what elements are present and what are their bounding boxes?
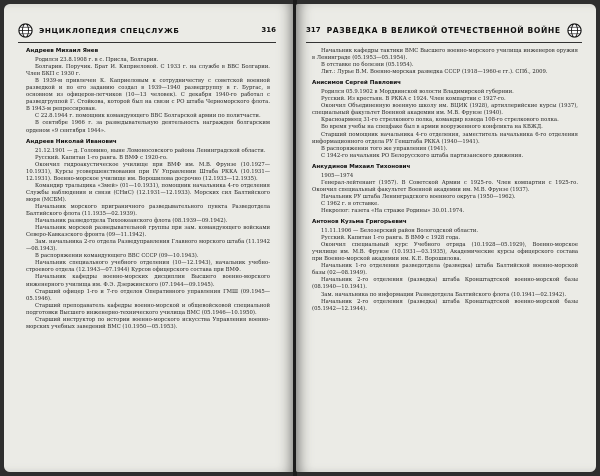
- entry-paragraph: Некролог: газета «На страже Родины» 30.01.1974.: [321, 207, 465, 214]
- entry-paragraph: Начальник 2-го отделения (разведка) штаба Кронштадтской военно-морской базы (08.1940—10.1941).: [312, 277, 578, 291]
- right-header-rule: [306, 42, 582, 43]
- entry-paragraph: Начальник 2-го отделения (разведка) штаба Кронштадтской военно-морской базы (05.1942—12.1944).: [312, 298, 578, 312]
- entry-name: Анкудинов Михаил Тихонович: [312, 163, 411, 170]
- globe-icon: [18, 23, 33, 38]
- entry-paragraph: С 22.8.1944 г. помощник командующего ВВС Болгарской армии по политчасти.: [35, 113, 261, 120]
- entry-paragraph: Генерал-лейтенант (1957). В Советской Армии с 1925-го. Член компартии с 1925-го. Окончил специальный факультет Военной академии им. М.В. Фрунзе (1937).: [312, 179, 578, 193]
- entry-paragraph: Зам. начальника 2-го отдела Разведуправления Главного морского штаба (11.1942—08.1943).: [26, 239, 270, 253]
- entry-paragraph: 11.11.1906 — Белозерский район Вологодской области.: [321, 228, 479, 235]
- entry-name: Антонов Кузьма Григорьевич: [312, 219, 407, 226]
- entry-paragraph: В отставке по болезни (05.1954).: [321, 62, 414, 69]
- entry-paragraph: Начальник 1-го отделения разведотдела (разведка) штаба Балтийской военно-морской базы (02—08.1949).: [312, 263, 578, 277]
- entry-paragraph: В распоряжении командующего ВВС СССР (09—10.1943).: [35, 253, 199, 260]
- right-page: [296, 4, 596, 472]
- entry-paragraph: Зам. начальника по информации Разведотдела Балтийского флота (10.1941—02.1942).: [321, 291, 566, 298]
- left-running-title: ЭНЦИКЛОПЕДИЯ СПЕЦСЛУЖБ: [39, 25, 180, 35]
- entry-name: Анисимов Сергей Павлович: [312, 80, 401, 87]
- entry-paragraph: Во время учебы на спецфаке был в армии вооруженного конфликта на КВЖД.: [321, 124, 543, 131]
- left-page: [4, 4, 294, 472]
- entry-paragraph: Красноармеец 31-го стрелкового полка, командир взвода 108-го стрелкового полка.: [321, 117, 559, 124]
- entry-paragraph: В сентябре 1966 г. за разведывательную деятельность награжден болгарским орденом «9 сентября 1944».: [26, 120, 270, 134]
- entry-paragraph: Начальник разведотдела Тихоокеанского флота (08.1939—09.1942).: [35, 218, 228, 225]
- entry-paragraph: Окончил специальный курс Учебного отряда (10.1928—05.1929), Военно-морское училище им. М.В. Фрунзе (10.1931—03.1935), Академические курсы офицерского состава при Военно-морской академии им. К.Е. Ворошилова.: [312, 242, 578, 263]
- entry-paragraph: В 1939-м привлечен К. Каприеловым к сотрудничеству с советской военной разведкой и по его заданию создал в 1939—1940 разведгруппу в г. Бургас, в основном из офицеров-летчиков (10—13 человек). С декабря 1940-го работал с разведгруппой Г. Стойкова, которой был на связи с РО штаба Черноморского флота. В 1943-м репрессирован.: [26, 78, 270, 113]
- entry-paragraph: Старший преподаватель кафедры военно-морской и общевойсковой специальной подготовки Высшего инженерно-технического училища ВМС (05.1946—10.1950).: [26, 302, 270, 316]
- right-page-header: [306, 20, 582, 40]
- left-page-header: [18, 20, 276, 40]
- entry-name: Андреев Николай Иванович: [26, 138, 117, 145]
- right-page-number: 317: [306, 26, 321, 34]
- entry-paragraph: Болгарин. Поручик. Брат И. Кяприеловой. С 1933 г. на службе в ВВС Болгарии. Член БКП с 1930 г.: [26, 64, 270, 78]
- right-page-text: [312, 48, 578, 313]
- left-page-text: [26, 48, 270, 331]
- entry-paragraph: 1905—1974: [321, 172, 354, 179]
- left-header-rule: [18, 42, 276, 43]
- entry-paragraph: Старший инструктор по истории военно-морского искусства Управления военно-морских учебных заведений ВМС (10.1950—05.1953).: [26, 316, 270, 330]
- entry-paragraph: 21.12.1901 — д. Головино, ныне Ломоносовского района Ленинградской области.: [35, 147, 266, 154]
- entry-paragraph: Старший помощник начальника 4-го отделения, заместитель начальника 6-го отделения информационного отдела РУ Генштаба РККА (1940—1941).: [312, 131, 578, 145]
- entry-paragraph: Русский. Из крестьян. В РККА с 1924. Член компартии с 1927-го.: [321, 96, 506, 103]
- entry-paragraph: Русский. Капитан 1-го ранга. В ВМФ с 1928 года.: [321, 235, 461, 242]
- entry-paragraph: Начальник морского приграничного разведывательного пункта Разведотдела Балтийского флота (11.1935—02.1939).: [26, 203, 270, 218]
- entry-paragraph: Окончил гидроакустическое училище при ВМФ им. М.В. Фрунзе (10.1927—10.1931), Курсы усовершенствования при IV Управлении Штаба РККА (10.1931—12.1931). Военно-морское училище им. Ворошилова досрочно (12.1933—12.1935).: [26, 161, 270, 182]
- entry-paragraph: Старший офицер 1-го и 7-го отделов Оперативного управления ГМШ (09.1945—05.1946).: [26, 288, 270, 302]
- entry-paragraph: Начальник морской разведывательной группы при зам. командующего войсками Северо-Кавказского фронта (09—11.1942).: [26, 225, 270, 239]
- left-page-number: 316: [261, 26, 276, 34]
- entry-paragraph: Русский. Капитан 1-го ранга. В ВМФ с 1920-го.: [35, 154, 168, 161]
- entry-name: Андреев Михаил Янев: [26, 48, 99, 54]
- entry-paragraph: Начальник кафедры тактики ВМС Высшего военно-морского училища инженеров оружия в Ленинграде (05.1953—05.1954).: [312, 48, 578, 62]
- entry-paragraph: В распоряжении того же управления (1941).: [321, 145, 448, 152]
- entry-paragraph: С 1942-го начальник РО Белорусского штаба партизанского движения.: [321, 152, 524, 159]
- entry-paragraph: Командир тральщика «Змей» (01—10.1931), помощник начальника 4-го отделения Службы наблюдения и связи (СНиС) (12.1931—12.1933). Морских сил Балтийского моря (МСБМ).: [26, 182, 270, 203]
- right-running-title: РАЗВЕДКА В ВЕЛИКОЙ ОТЕЧЕСТВЕННОЙ ВОЙНЕ: [326, 25, 561, 35]
- entry-paragraph: Начальник РУ штаба Ленинградского военного округа (1950—1962).: [321, 193, 516, 200]
- entry-paragraph: Родился 05.9.1902 в Мордвинской волости Владимирской губернии.: [321, 89, 514, 96]
- entry-paragraph: Начальник кафедры военно-морских дисциплин Высшего военно-морского инженерного училища им. Ф.Э. Дзержинского (07.1944—09.1945).: [26, 274, 270, 288]
- entry-paragraph: Начальник специального учебного отделения (10—12.1943), начальник учебно-строевого отдела (12.1943—07.1944) Курсов офицерского состава при ВМФ.: [26, 260, 270, 274]
- globe-icon: [567, 23, 582, 38]
- entry-paragraph: Окончил Объединенную военную школу им. ВЦИК (1928), артиллерийские курсы (1937), специальный факультет Военной академии им. М.В. Фрунзе (1940).: [312, 103, 578, 117]
- entry-paragraph: С 1962 г. в отставке.: [321, 200, 379, 207]
- entry-paragraph: Родился 23.8.1908 г. в с. Присла, Болгария.: [35, 57, 159, 64]
- entry-paragraph: Лит.: Лурье В.М. Военно-морская разведка СССР (1918—1960-е гг.). СПб., 2009.: [321, 69, 548, 76]
